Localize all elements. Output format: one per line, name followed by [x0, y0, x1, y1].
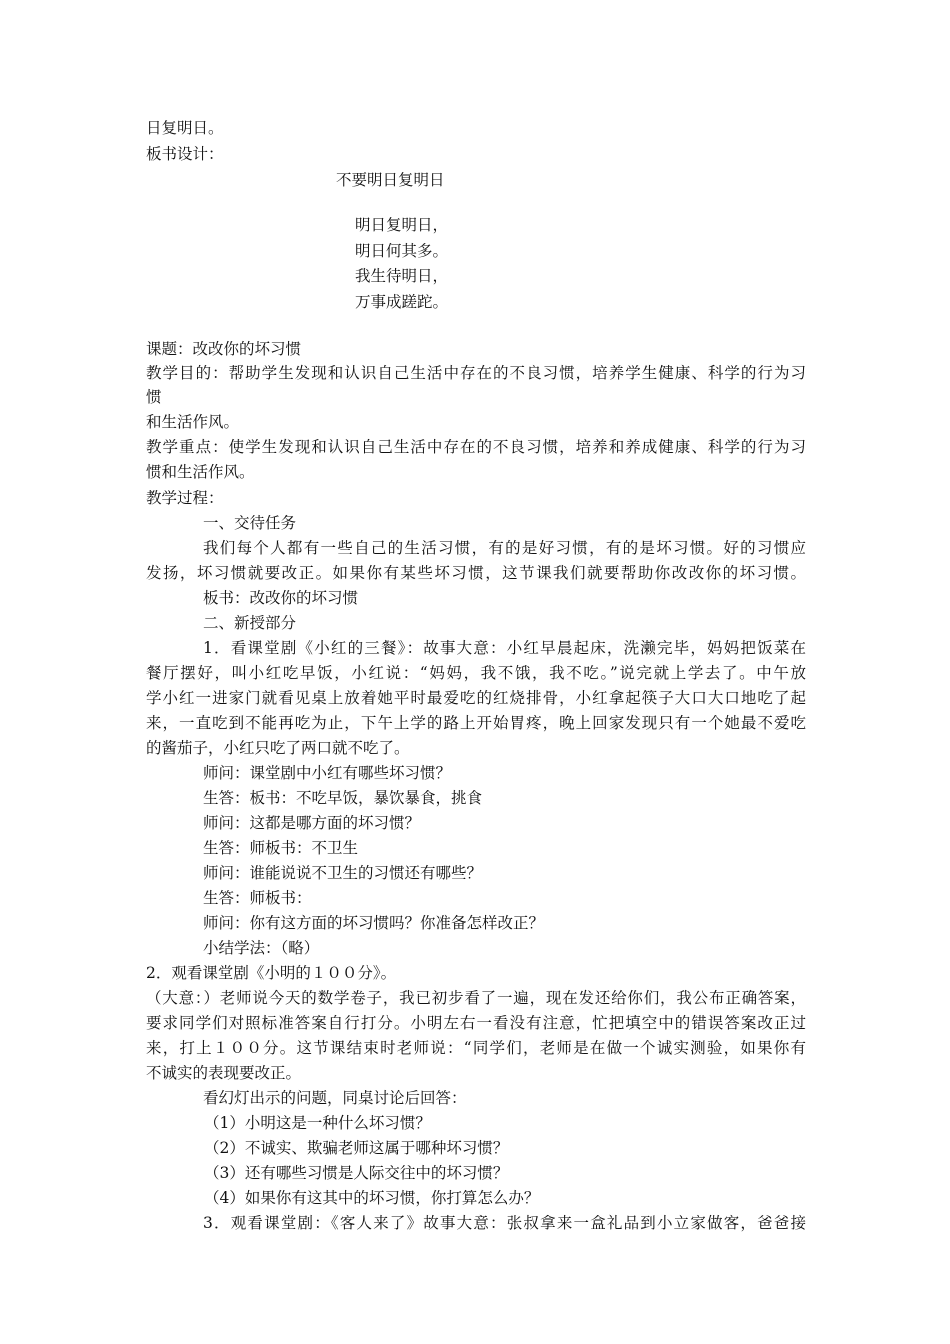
text-line: 板书：改改你的坏习惯 — [203, 589, 359, 607]
text-line: 师问：谁能说说不卫生的习惯还有哪些？ — [203, 864, 483, 882]
text-line: 学小红一进家门就看见桌上放着她平时最爱吃的红烧排骨，小红拿起筷子大口大口地吃了起 — [146, 689, 806, 707]
text-line: 生答：板书：不吃早饭，暴饮暴食，挑食 — [203, 789, 483, 807]
poem-line: 明日复明日， — [355, 216, 449, 234]
section-heading: 二、新授部分 — [203, 614, 297, 632]
text-line: 1．看课堂剧《小红的三餐》：故事大意：小红早晨起床，洗濑完毕，妈妈把饭菜在 — [203, 639, 806, 657]
text-line: 惯和生活作风。 — [146, 463, 255, 481]
question-item: （2）不诚实、欺骗老师这属于哪种坏习惯？ — [204, 1139, 509, 1157]
text-line: 师问：这都是哪方面的坏习惯？ — [203, 814, 421, 832]
text-line: 看幻灯出示的问题，同桌讨论后回答： — [203, 1089, 467, 1107]
question-item: （3）还有哪些习惯是人际交往中的坏习惯？ — [204, 1164, 509, 1182]
poem-line: 明日何其多。 — [355, 242, 449, 260]
board-title: 不要明日复明日 — [336, 171, 445, 189]
text-line: 来，一直吃到不能再吃为止，下午上学的路上开始胃疼，晚上回家发现只有一个她最不爱吃 — [146, 714, 806, 732]
text-line: 教学重点：使学生发现和认识自己生活中存在的不良习惯，培养和养成健康、科学的行为习 — [146, 438, 806, 456]
poem-line: 万事成蹉跎。 — [355, 293, 449, 311]
text-line: （大意：）老师说今天的数学卷子，我已初步看了一遍，现在发还给你们，我公布正确答案， — [146, 989, 806, 1007]
text-line: 生答：师板书： — [203, 889, 312, 907]
text-line: 生答：师板书：不卫生 — [203, 839, 359, 857]
text-line: 发扬，坏习惯就要改正。如果你有某些坏习惯，这节课我们就要帮助你改改你的坏习惯。 — [146, 564, 806, 582]
text-line: 餐厅摆好，叫小红吃早饭，小红说：“妈妈，我不饿，我不吃。”说完就上学去了。中午放 — [146, 664, 806, 682]
section-heading: 教学过程： — [146, 489, 224, 507]
text-line: 我们每个人都有一些自己的生活习惯，有的是好习惯，有的是坏习惯。好的习惯应 — [203, 539, 806, 557]
lesson-title: 课题：改改你的坏习惯 — [146, 340, 302, 358]
text-line: 来，打上１００分。这节课结束时老师说：“同学们，老师是在做一个诚实测验，如果你有 — [146, 1039, 806, 1057]
question-item: （4）如果你有这其中的坏习惯，你打算怎么办？ — [204, 1189, 540, 1207]
text-line: 日复明日。 — [146, 119, 224, 137]
section-heading: 一、交待任务 — [203, 514, 297, 532]
text-line: 2．观看课堂剧《小明的１００分》。 — [146, 964, 397, 982]
poem-line: 我生待明日， — [355, 267, 449, 285]
question-item: （1）小明这是一种什么坏习惯？ — [204, 1114, 431, 1132]
board-design-heading: 板书设计： — [146, 145, 224, 163]
text-line: 惯 — [146, 388, 162, 406]
text-line: 师问：课堂剧中小红有哪些坏习惯？ — [203, 764, 452, 782]
text-line: 要求同学们对照标准答案自行打分。小明左右一看没有注意，忙把填空中的错误答案改正过 — [146, 1014, 806, 1032]
text-line: 小结学法：（略） — [203, 939, 320, 957]
text-line: 师问：你有这方面的坏习惯吗？你准备怎样改正？ — [203, 914, 545, 932]
text-line: 不诚实的表现要改正。 — [146, 1064, 302, 1082]
text-line: 和生活作风。 — [146, 413, 240, 431]
text-line: 教学目的：帮助学生发现和认识自己生活中存在的不良习惯，培养学生健康、科学的行为习 — [146, 364, 806, 382]
text-line: 的酱茄子，小红只吃了两口就不吃了。 — [146, 739, 410, 757]
text-line: 3．观看课堂剧：《客人来了》故事大意：张叔拿来一盒礼品到小立家做客，爸爸接 — [203, 1214, 806, 1232]
